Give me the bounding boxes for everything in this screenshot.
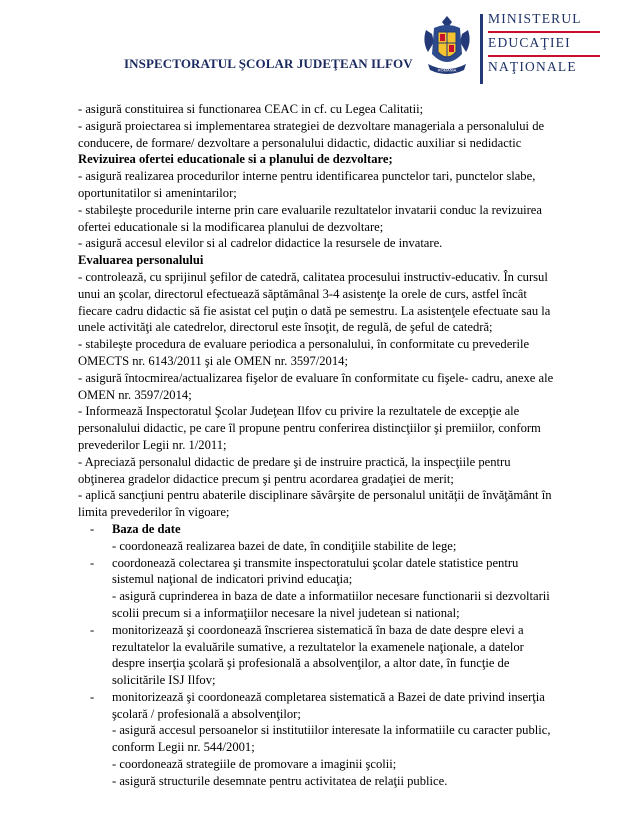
ministry-line-1: MINISTERUL: [488, 11, 582, 26]
ministry-logo-text: [488, 12, 582, 84]
paragraph: - asigură proiectarea si implementarea strategiei de dezvoltare manageriala a personalului de conducere, de formare/ dezvoltare a personalului didactic, didactic auxiliar si nedidactic: [78, 118, 545, 150]
list-dash: -: [90, 622, 95, 637]
list-dash: -: [90, 521, 95, 536]
list-item: [78, 521, 556, 555]
section-heading-evaluarea: Evaluarea personalului: [78, 253, 204, 268]
list-item: [78, 689, 556, 790]
list-item-text: coordonează colectarea şi transmite inspectoratului şcolar datele statistice pentru sistemul naţional de indicatori privind educaţia;: [112, 555, 519, 587]
paragraph: - Informează Inspectoratul Şcolar Judeţean Ilfov cu privire la rezultatele de excepţie ale personalului didactic, pe care îl propune pentru conferirea distincţiilor şi premiilor, conform prevederilor Legii nr. 1/2011;: [78, 404, 541, 452]
paragraph: - stabileşte procedurile interne prin care evaluarile rezultatelor invatarii conduc la revizuirea ofertei educationale si la modificarea planului de dezvoltare;: [78, 202, 542, 234]
list-item-sub: - asigură structurile desemnate pentru activitatea de relaţii publice.: [112, 773, 448, 788]
list-item: [78, 622, 556, 689]
list-item-title: Baza de date: [112, 521, 181, 536]
paragraph: - asigură întocmirea/actualizarea fişelor de evaluare în conformitate cu fişele- cadru, anexe ale OMEN nr. 3597/2014;: [78, 370, 554, 402]
document-body: [78, 101, 556, 790]
list-item-sub: - asigură cuprinderea in baza de date a informatiilor necesare functionarii si dezvoltarii scolii precum si a informaţiilor necesare la nivel judetean si national;: [112, 589, 550, 620]
list-dash: -: [90, 689, 95, 704]
list-item: [78, 555, 556, 622]
paragraph: - asigură realizarea procedurilor interne pentru identificarea punctelor tari, punctelor slabe, oportunitatilor si amenintarilor;: [78, 169, 536, 200]
inspectorate-title: INSPECTORATUL ŞCOLAR JUDEŢEAN ILFOV: [124, 56, 413, 71]
paragraph: - asigură accesul elevilor si al cadrelor didactice la resursele de invatare.: [78, 236, 443, 251]
paragraph: - asigură constituirea si functionarea CEAC in cf. cu Legea Calitatii;: [78, 102, 424, 116]
ministry-divider-2: [488, 55, 600, 57]
list-item-sub: - coordonează realizarea bazei de date, în condiţiile stabilite de lege;: [112, 538, 457, 553]
section-heading-revizuirea: Revizuirea ofertei educationale si a planului de dezvoltare;: [78, 152, 393, 167]
crest-ribbon-text: ROMANIA: [437, 67, 457, 73]
paragraph: - Apreciază personalul didactic de predare şi de instruire practică, la inspecţiile pentru obţinerea gradelor didactice precum şi pentru acordarea gradaţiei de merit;: [78, 454, 511, 486]
paragraph: - stabileşte procedura de evaluare periodica a personalului, în conformitate cu prevederile OMECTS nr. 6143/2011 şi ale OMEN nr. 3597/2014;: [78, 337, 530, 368]
list-item-text: monitorizează şi coordonează completarea sistematică a Bazei de date privind inserţia şcolară / profesională a absolvenţilor;: [112, 689, 545, 721]
dash-list: [78, 521, 556, 790]
list-item-sub: - coordonează strategiile de promovare a imaginii şcolii;: [112, 757, 397, 772]
list-dash: -: [90, 555, 95, 570]
list-item-sub: - asigură accesul persoanelor si institutiilor interesate la informatiile cu caracter public, conform Legii nr. 544/2001;: [112, 723, 551, 755]
paragraph: - aplică sancţiuni pentru abaterile disciplinare săvârşite de personalul unităţii de învăţământ în limita prevederilor în vigoare;: [78, 488, 552, 520]
ministry-line-3: NAŢIONALE: [488, 59, 577, 74]
ministry-divider-1: [488, 31, 600, 33]
ministry-vertical-bar: [480, 14, 483, 84]
paragraph: - controlează, cu sprijinul şefilor de catedră, calitatea procesului instructiv-educativ. În cursul unui an şcolar, directorul efectuează săptămânal 3-4 asistenţe la orele de curs, astfel încât fiecare cadru didactic să fie asistat cel puţin o dată pe semestru. La asistenţele efectuate sau la unele activităţi ale catedrelor, directorul este însoţit, de regulă, de şeful de catedră;: [78, 269, 551, 335]
ministry-line-2: EDUCAŢIEI: [488, 35, 571, 50]
romania-coat-of-arms-logo: [418, 12, 476, 80]
list-item-text: monitorizează şi coordonează înscrierea sistematică în baza de date despre elevi a rezultatelor la evaluările sumative, a rezultatelor la examenele naţionale, a datelor despre inserţia şcolară şi profesională a absolvenţilor, a altor date, în funcţie de solicitările ISJ Ilfov;: [112, 622, 524, 688]
